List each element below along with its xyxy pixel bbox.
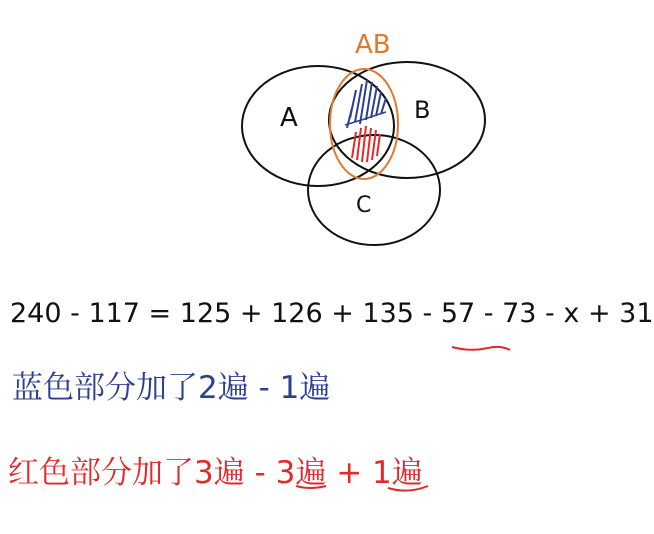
equation-text: 240 - 117 = 125 + 126 + 135 - 57 - 73 - x + 31 — [10, 298, 654, 329]
red-note-text: 红色部分加了3遍 - 3遍 + 1遍 — [8, 455, 423, 491]
blue-hatch — [345, 80, 386, 128]
label-ab: AB — [355, 30, 391, 60]
circle-b — [329, 62, 485, 178]
ab-outline — [330, 69, 398, 179]
label-b: B — [414, 96, 431, 124]
label-c: C — [356, 193, 372, 218]
blue-note-text: 蓝色部分加了2遍 - 1遍 — [12, 370, 331, 406]
equation-underline — [452, 347, 510, 350]
label-a: A — [280, 103, 298, 133]
red-hatch — [352, 126, 380, 162]
